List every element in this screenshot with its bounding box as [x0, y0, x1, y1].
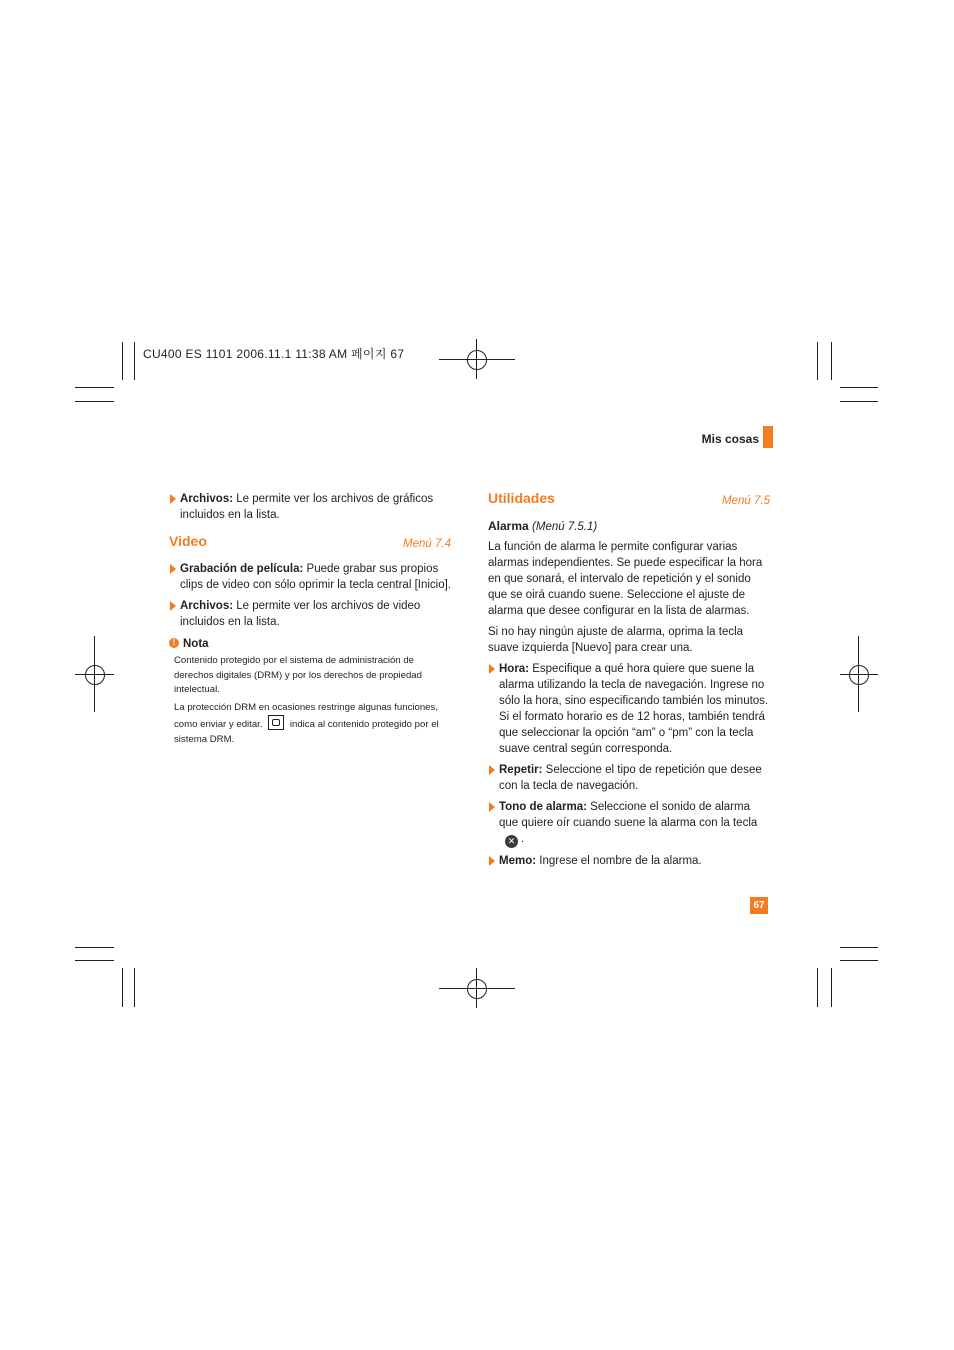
subheading-title: Alarma	[488, 519, 529, 533]
list-item	[169, 491, 451, 523]
section-tab-marker	[763, 426, 773, 448]
bullet-arrow-icon	[489, 765, 495, 775]
menu-reference: Menú 7.5	[722, 495, 770, 507]
item-suffix: .	[521, 833, 525, 845]
item-label: Archivos:	[180, 493, 234, 505]
list-item	[488, 762, 770, 794]
item-text: Seleccione el sonido de alarma que quiere oír cuando suene la alarma con la tecla	[499, 801, 758, 829]
bullet-arrow-icon	[170, 564, 176, 574]
list-item	[488, 661, 770, 757]
item-label: Memo:	[499, 855, 537, 867]
item-label: Grabación de película:	[180, 563, 304, 575]
list-item	[488, 799, 770, 848]
item-text: Le permite ver los archivos de video incluidos en la lista.	[180, 600, 421, 628]
item-text: Seleccione el tipo de repetición que desee con la tecla de navegación.	[499, 764, 762, 792]
heading-video: Video	[169, 533, 207, 549]
note-text-part: indica al contenido protegido por el sistema DRM.	[174, 719, 439, 745]
item-text: Especifique a qué hora quiere que suene la alarma utilizando la tecla de navegación. Ingrese no sólo la hora, sino especificando también los minutos. Si el formato horario es de 12 horas, también tendrá que seleccionar la opción “am” o “pm” con la tecla suave central según corresponda.	[499, 663, 769, 755]
left-column	[169, 491, 451, 750]
drm-lock-icon	[268, 715, 284, 730]
item-label: Archivos:	[180, 600, 234, 612]
menu-reference: Menú 7.4	[403, 538, 451, 550]
subheading-alarma	[488, 518, 770, 535]
bullet-arrow-icon	[489, 664, 495, 674]
bullet-arrow-icon	[489, 856, 495, 866]
print-slug: CU400 ES 1101 2006.11.1 11:38 AM 페이지 67	[143, 347, 405, 361]
heading-utilidades: Utilidades	[488, 490, 555, 506]
paragraph: La función de alarma le permite configurar varias alarmas independientes. Se puede especificar la hora en que sonará, el intervalo de repetición y el sonido que se oirá cuando suene. Seleccione el ajuste de alarma que desee configurar en la lista de alarmas.	[488, 541, 763, 617]
section-heading-video	[169, 533, 451, 555]
note-paragraph: Contenido protegido por el sistema de administración de derechos digitales (DRM) y por los derechos de propiedad intelectual.	[174, 655, 422, 695]
list-item	[169, 561, 451, 593]
item-label: Hora:	[499, 663, 530, 675]
menu-reference: (Menú 7.5.1)	[532, 521, 598, 533]
bullet-arrow-icon	[170, 494, 176, 504]
list-item	[169, 598, 451, 630]
section-label: Mis cosas	[701, 432, 759, 446]
right-column	[488, 482, 770, 874]
note-heading	[169, 636, 451, 652]
bullet-arrow-icon	[489, 802, 495, 812]
info-icon: !	[169, 638, 179, 648]
item-label: Repetir:	[499, 764, 543, 776]
item-label: Tono de alarma:	[499, 801, 587, 813]
section-heading-utilidades	[488, 490, 770, 512]
list-item	[488, 853, 770, 869]
note-title: Nota	[183, 638, 209, 650]
note-text-part: La protección DRM en ocasiones restringe algunas funciones, como enviar y editar.	[174, 701, 438, 730]
note-paragraph	[169, 701, 451, 748]
item-text: Ingrese el nombre de la alarma.	[536, 855, 702, 867]
item-text: Le permite ver los archivos de gráficos incluidos en la lista.	[180, 493, 434, 521]
page-number: 67	[750, 897, 768, 914]
item-text: Puede grabar sus propios clips de video con sólo oprimir la tecla central [Inicio].	[180, 563, 452, 591]
paragraph: Si no hay ningún ajuste de alarma, oprima la tecla suave izquierda [Nuevo] para crear una.	[488, 626, 744, 654]
bullet-arrow-icon	[170, 601, 176, 611]
clear-key-icon: ✕	[505, 835, 518, 848]
